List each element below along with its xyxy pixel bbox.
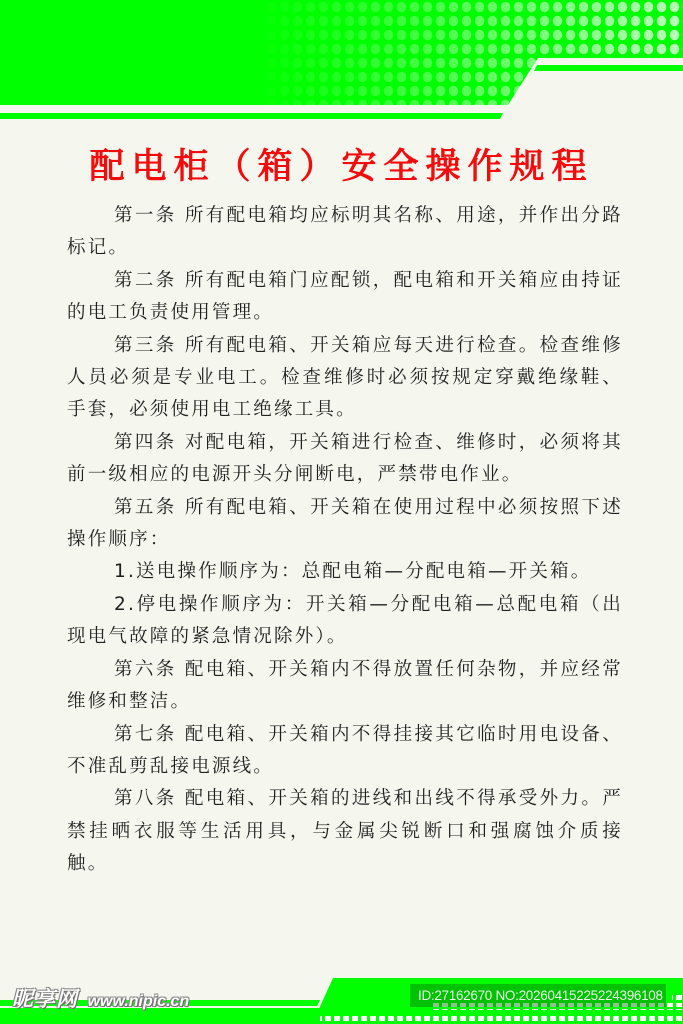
article-5-step-2: 2.停电操作顺序为：开关箱—分配电箱—总配电箱（出现电气故障的紧急情况除外）。 — [67, 593, 623, 648]
article-5: 第五条 所有配电箱、开关箱在使用过程中必须按照下述操作顺序： — [67, 496, 623, 551]
article-2: 第二条 所有配电箱门应配锁，配电箱和开关箱应由持证的电工负责使用管理。 — [67, 269, 623, 324]
article-1: 第一条 所有配电箱均应标明其名称、用途，并作出分路标记。 — [67, 205, 623, 259]
regulations-body — [67, 200, 623, 881]
image-id-label: ID:27162670 NO:20260415225224396108 — [410, 984, 666, 1007]
site-name: 昵享网 — [12, 987, 78, 1011]
article-5-step-1: 1.送电操作顺序为：总配电箱—分配电箱—开关箱。 — [114, 561, 592, 583]
article-4: 第四条 对配电箱，开关箱进行检查、维修时，必须将其前一级相应的电源开头分闸断电，严禁带电作业。 — [67, 431, 623, 486]
article-7: 第七条 配电箱、开关箱内不得挂接其它临时用电设备、不准乱剪乱接电源线。 — [67, 723, 623, 777]
poster-title: 配电柜（箱）安全操作规程 — [89, 147, 594, 187]
site-watermark — [12, 983, 189, 1013]
article-8: 第八条 配电箱、开关箱的进线和出线不得承受外力。严禁挂晒衣服等生活用具，与金属尖锐断口和强腐蚀介质接触。 — [67, 788, 623, 875]
site-url: www.nipic.cn — [87, 993, 190, 1010]
article-6: 第六条 配电箱、开关箱内不得放置任何杂物，并应经常维修和整洁。 — [67, 658, 623, 713]
article-3: 第三条 所有配电箱、开关箱应每天进行检查。检查维修人员必须是专业电工。检查维修时必须按规定穿戴绝缘鞋、手套，必须使用电工绝缘工具。 — [67, 334, 623, 421]
